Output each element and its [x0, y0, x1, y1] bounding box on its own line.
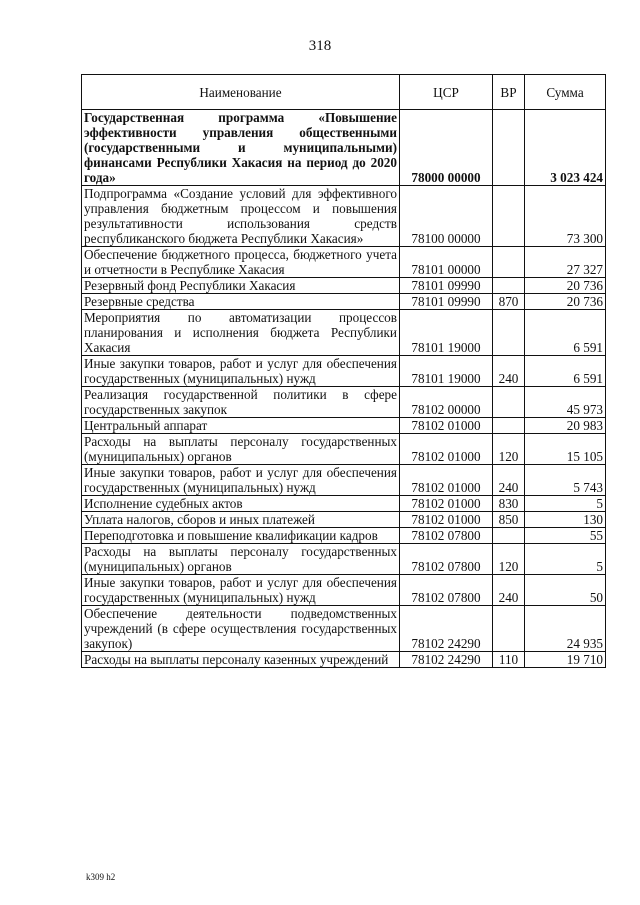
cell-name: Центральный аппарат: [82, 418, 400, 434]
cell-csr: 78102 07800: [400, 575, 493, 606]
cell-name: Резервные средства: [82, 294, 400, 310]
table-row: [82, 294, 606, 310]
header-csr: ЦСР: [400, 75, 493, 110]
cell-csr: 78102 01000: [400, 496, 493, 512]
cell-vr: [493, 310, 525, 356]
table-row: [82, 575, 606, 606]
cell-csr: 78102 07800: [400, 544, 493, 575]
cell-sum: 5: [525, 496, 606, 512]
cell-sum: 45 973: [525, 387, 606, 418]
table-row: [82, 387, 606, 418]
cell-csr: 78102 01000: [400, 434, 493, 465]
cell-name: Иные закупки товаров, работ и услуг для обеспечения государственных (муниципальных) нужд: [82, 465, 400, 496]
table-body: [82, 110, 606, 668]
table-row: [82, 418, 606, 434]
cell-name: Расходы на выплаты персоналу государственных (муниципальных) органов: [82, 434, 400, 465]
cell-sum: 20 736: [525, 294, 606, 310]
cell-name: Расходы на выплаты персоналу государственных (муниципальных) органов: [82, 544, 400, 575]
cell-sum: 55: [525, 528, 606, 544]
table-header-row: [82, 75, 606, 110]
cell-sum: 15 105: [525, 434, 606, 465]
table-row: [82, 186, 606, 247]
table-row: [82, 544, 606, 575]
budget-table: [81, 74, 606, 668]
cell-sum: 24 935: [525, 606, 606, 652]
cell-csr: 78102 24290: [400, 606, 493, 652]
cell-sum: 5 743: [525, 465, 606, 496]
cell-sum: 130: [525, 512, 606, 528]
cell-vr: 850: [493, 512, 525, 528]
table-row: [82, 512, 606, 528]
cell-vr: 870: [493, 294, 525, 310]
cell-name: Подпрограмма «Создание условий для эффективного управления бюджетным процессом и повышения результативности использования средств республиканского бюджета Республики Хакасия»: [82, 186, 400, 247]
cell-vr: [493, 387, 525, 418]
table-row: [82, 310, 606, 356]
cell-name: Исполнение судебных актов: [82, 496, 400, 512]
table-row: [82, 528, 606, 544]
cell-csr: 78102 00000: [400, 387, 493, 418]
footer-code: k309 h2: [86, 872, 116, 882]
cell-vr: [493, 278, 525, 294]
cell-name: Иные закупки товаров, работ и услуг для обеспечения государственных (муниципальных) нужд: [82, 575, 400, 606]
header-vr: ВР: [493, 75, 525, 110]
cell-sum: 6 591: [525, 310, 606, 356]
table-row: [82, 356, 606, 387]
cell-csr: 78102 07800: [400, 528, 493, 544]
table-row: [82, 465, 606, 496]
table-row: [82, 278, 606, 294]
cell-csr: 78101 09990: [400, 294, 493, 310]
cell-vr: [493, 110, 525, 186]
cell-sum: 50: [525, 575, 606, 606]
cell-vr: [493, 528, 525, 544]
cell-vr: 240: [493, 575, 525, 606]
cell-sum: 5: [525, 544, 606, 575]
cell-sum: 27 327: [525, 247, 606, 278]
cell-csr: 78102 01000: [400, 465, 493, 496]
cell-csr: 78101 19000: [400, 356, 493, 387]
cell-name: Обеспечение бюджетного процесса, бюджетного учета и отчетности в Республике Хакасия: [82, 247, 400, 278]
cell-vr: [493, 606, 525, 652]
page-number: 318: [308, 38, 332, 54]
cell-csr: 78102 01000: [400, 418, 493, 434]
cell-name: Резервный фонд Республики Хакасия: [82, 278, 400, 294]
cell-vr: [493, 418, 525, 434]
table-row: [82, 606, 606, 652]
table-row: [82, 496, 606, 512]
cell-name: Иные закупки товаров, работ и услуг для обеспечения государственных (муниципальных) нужд: [82, 356, 400, 387]
cell-csr: 78100 00000: [400, 186, 493, 247]
cell-vr: 240: [493, 356, 525, 387]
cell-name: Мероприятия по автоматизации процессов планирования и исполнения бюджета Республики Хакасия: [82, 310, 400, 356]
header-name: Наименование: [82, 75, 400, 110]
cell-vr: 120: [493, 544, 525, 575]
cell-vr: [493, 186, 525, 247]
header-sum: Сумма: [525, 75, 606, 110]
cell-csr: 78101 00000: [400, 247, 493, 278]
cell-csr: 78101 09990: [400, 278, 493, 294]
cell-vr: 240: [493, 465, 525, 496]
cell-sum: 73 300: [525, 186, 606, 247]
cell-vr: [493, 247, 525, 278]
cell-csr: 78102 01000: [400, 512, 493, 528]
cell-sum: 20 983: [525, 418, 606, 434]
cell-csr: 78102 24290: [400, 652, 493, 668]
cell-name: Переподготовка и повышение квалификации кадров: [82, 528, 400, 544]
table-row: [82, 652, 606, 668]
cell-vr: 120: [493, 434, 525, 465]
cell-name: Обеспечение деятельности подведомственных учреждений (в сфере осуществления государственных закупок): [82, 606, 400, 652]
cell-name: Государственная программа «Повышение эффективности управления общественными (государственными и муниципальными) финансами Республики Хакасия на период до 2020 года»: [82, 110, 400, 186]
table-row: [82, 247, 606, 278]
cell-vr: 110: [493, 652, 525, 668]
cell-name: Уплата налогов, сборов и иных платежей: [82, 512, 400, 528]
cell-vr: 830: [493, 496, 525, 512]
cell-sum: 20 736: [525, 278, 606, 294]
cell-sum: 19 710: [525, 652, 606, 668]
cell-name: Расходы на выплаты персоналу казенных учреждений: [82, 652, 400, 668]
cell-csr: 78000 00000: [400, 110, 493, 186]
cell-csr: 78101 19000: [400, 310, 493, 356]
table-row: [82, 110, 606, 186]
table-row: [82, 434, 606, 465]
cell-sum: 6 591: [525, 356, 606, 387]
cell-sum: 3 023 424: [525, 110, 606, 186]
cell-name: Реализация государственной политики в сфере государственных закупок: [82, 387, 400, 418]
